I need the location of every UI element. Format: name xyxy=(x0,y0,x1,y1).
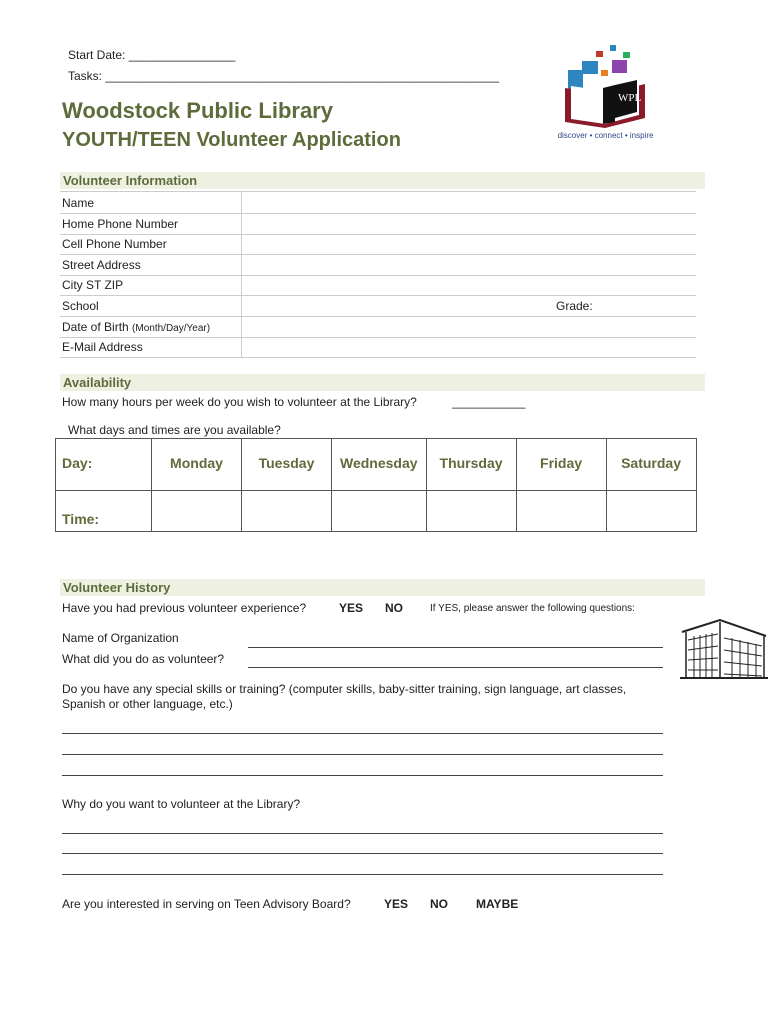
library-building-illustration xyxy=(680,614,768,685)
why-question: Why do you want to volunteer at the Library? xyxy=(62,797,301,811)
page-title: Woodstock Public Library xyxy=(62,98,333,123)
role-input[interactable] xyxy=(248,667,663,668)
time-thursday[interactable] xyxy=(426,491,516,532)
experience-no-option[interactable]: NO xyxy=(385,601,403,615)
hours-input[interactable]: ___________ xyxy=(452,395,526,409)
availability-table xyxy=(55,438,697,532)
hours-question: How many hours per week do you wish to volunteer at the Library? xyxy=(62,395,417,409)
role-label: What did you do as volunteer? xyxy=(62,652,225,666)
logo-letters: WPL xyxy=(618,92,642,104)
form-title: YOUTH/TEEN Volunteer Application xyxy=(62,129,401,151)
day-saturday: Saturday xyxy=(606,439,696,491)
days-question: What days and times are you available? xyxy=(68,423,281,437)
board-maybe-option[interactable]: MAYBE xyxy=(476,897,519,911)
home-phone-label: Home Phone Number xyxy=(62,217,179,231)
city-zip-label: City ST ZIP xyxy=(62,278,124,292)
logo-tagline: discover • connect • inspire xyxy=(557,131,654,140)
grade-label: Grade: xyxy=(556,299,593,313)
skills-line-3[interactable] xyxy=(62,775,663,776)
skills-line-2[interactable] xyxy=(62,754,663,755)
home-phone-row[interactable] xyxy=(60,214,696,235)
experience-yes-option[interactable]: YES xyxy=(339,601,364,615)
if-yes-note: If YES, please answer the following questions: xyxy=(430,603,635,614)
day-monday: Monday xyxy=(152,439,242,491)
email-row[interactable] xyxy=(60,337,696,358)
cell-phone-label: Cell Phone Number xyxy=(62,237,167,251)
dob-row[interactable] xyxy=(60,317,696,338)
why-line-2[interactable] xyxy=(62,853,663,854)
skills-question: Do you have any special skills or training? (computer skills, baby-sitter training, sign language, art classes, Spanish or other language, etc.) xyxy=(62,682,627,711)
dob-label: Date of Birth xyxy=(62,320,129,334)
street-address-row[interactable] xyxy=(60,255,696,276)
board-yes-option[interactable]: YES xyxy=(384,897,409,911)
time-wednesday[interactable] xyxy=(332,491,427,532)
why-line-1[interactable] xyxy=(62,833,663,834)
time-monday[interactable] xyxy=(152,491,242,532)
tasks-field[interactable]: Tasks: ___________________________________________________________ xyxy=(68,69,500,83)
organization-input[interactable] xyxy=(248,647,663,648)
board-no-option[interactable]: NO xyxy=(430,897,448,911)
board-question: Are you interested in serving on Teen Advisory Board? xyxy=(62,897,351,911)
day-thursday: Thursday xyxy=(426,439,516,491)
name-label: Name xyxy=(62,196,95,210)
school-row[interactable] xyxy=(60,296,696,317)
time-tuesday[interactable] xyxy=(242,491,332,532)
day-tuesday: Tuesday xyxy=(242,439,332,491)
experience-question: Have you had previous volunteer experience? xyxy=(62,601,307,615)
time-friday[interactable] xyxy=(516,491,606,532)
history-heading: Volunteer History xyxy=(60,579,705,596)
cell-phone-row[interactable] xyxy=(60,234,696,255)
volunteer-info-heading: Volunteer Information xyxy=(60,172,705,189)
dob-hint: (Month/Day/Year) xyxy=(132,323,211,334)
email-label: E-Mail Address xyxy=(62,340,143,354)
day-wednesday: Wednesday xyxy=(332,439,427,491)
time-label: Time: xyxy=(56,491,152,532)
city-zip-row[interactable] xyxy=(60,275,696,296)
school-label: School xyxy=(62,299,99,313)
skills-line-1[interactable] xyxy=(62,733,663,734)
availability-heading: Availability xyxy=(60,374,705,391)
day-label: Day: xyxy=(56,439,152,491)
name-row[interactable] xyxy=(60,193,696,214)
start-date-field[interactable]: Start Date: ________________ xyxy=(68,48,236,62)
why-line-3[interactable] xyxy=(62,874,663,875)
day-friday: Friday xyxy=(516,439,606,491)
time-saturday[interactable] xyxy=(606,491,696,532)
street-address-label: Street Address xyxy=(62,258,141,272)
library-logo xyxy=(553,42,658,142)
organization-label: Name of Organization xyxy=(62,631,179,645)
